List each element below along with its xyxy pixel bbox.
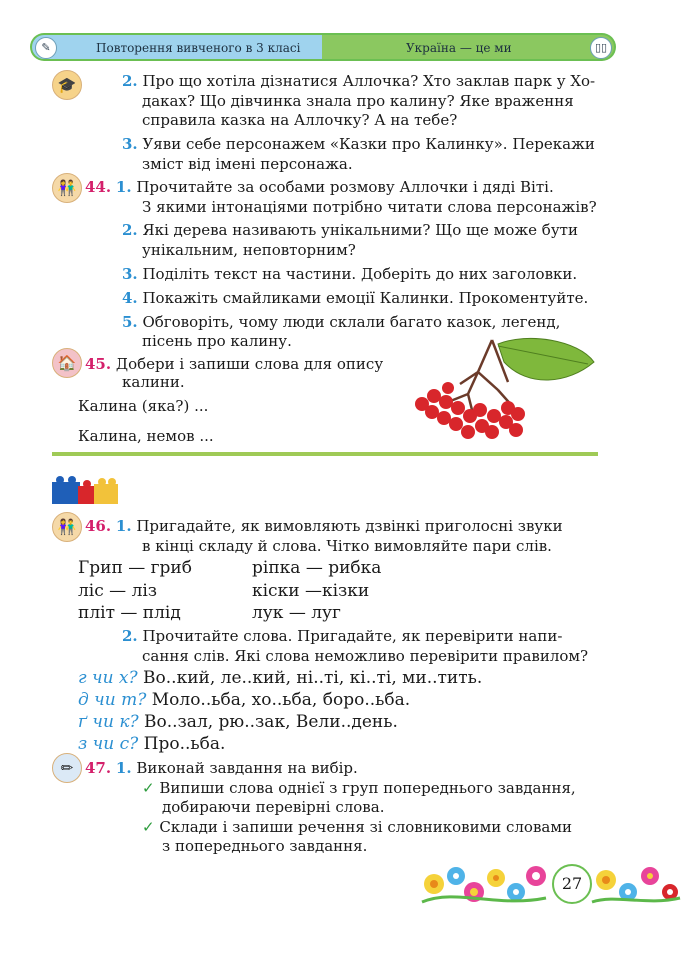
checklist-item: ✓ Склади і запиши речення зі словниковими словами: [142, 818, 573, 836]
text-line: добираючи перевірні слова.: [162, 798, 385, 816]
text-line: Калина, немов ...: [78, 427, 214, 445]
text-line: в кінці складу й слова. Чітко вимовляйте пари слів.: [142, 537, 552, 555]
exercise-46-line: 46. 1. Пригадайте, як вимовляють дзвінкі приголосні звуки: [85, 517, 563, 535]
house-icon: 🏠: [52, 348, 82, 378]
text-line: даках? Що дівчинка знала про калину? Яке враження: [142, 92, 574, 110]
viburnum-berries-illustration: [408, 332, 598, 444]
header-right-title: Україна — це ми: [406, 41, 512, 55]
header-left-title: Повторення вивченого в 3 класі: [96, 41, 301, 55]
text-line: справила казка на Аллочку? А на тебе?: [142, 111, 458, 129]
exercise-47-line: 47. 1. Виконай завдання на вибір.: [85, 759, 358, 777]
header-right-band: [322, 33, 616, 61]
text-line: зміст від імені персонажа.: [142, 155, 353, 173]
children-pair-icon: 👫: [52, 173, 82, 203]
text-line: пісень про калину.: [142, 332, 292, 350]
text-line: 3. Поділіть текст на частини. Доберіть до них заголовки.: [122, 265, 578, 283]
word-pair: пліт — плід: [78, 603, 181, 623]
word-pair: Грип — гриб: [78, 558, 192, 578]
check-icon: ✓: [142, 779, 155, 797]
word-pair: кіски —кізки: [252, 581, 370, 601]
text-line: з попереднього завдання.: [162, 837, 368, 855]
text-line: 2. Про що хотіла дізнатися Аллочка? Хто заклав парк у Хо-: [122, 72, 596, 90]
page-header: [30, 33, 616, 61]
text-line: 3. Уяви себе персонажем «Казки про Калинку». Перекажи: [122, 135, 595, 153]
exercise-45-line: 45. Добери і запиши слова для опису: [85, 355, 384, 373]
pen-icon: ✎: [35, 37, 57, 59]
letter-choice-row: г чи х? Во..кий, ле..кий, ні..ті, кі..ті, ми..тить.: [78, 668, 483, 688]
text-line: 5. Обговоріть, чому люди склали багато казок, легенд,: [122, 313, 561, 331]
word-pair: ріпка — рибка: [252, 558, 382, 578]
letter-choice-row: з чи с? Про..ьба.: [78, 734, 226, 754]
exercise-44-line: 44. 1. Прочитайте за особами розмову Аллочки і дяді Віті.: [85, 178, 554, 196]
letter-choice-row: д чи т? Моло..ьба, хо..ьба, боро..ьба.: [78, 690, 411, 710]
text-line: унікальним, неповторним?: [142, 241, 356, 259]
book-icon: ▯▯: [590, 37, 612, 59]
text-line: сання слів. Які слова неможливо перевірити правилом?: [142, 647, 589, 665]
word-pair: ліс — ліз: [78, 581, 158, 601]
children-pair-icon: 👫: [52, 512, 82, 542]
letter-choice-row: ґ чи к? Во..зал, рю..зак, Вели..день.: [78, 712, 398, 732]
text-line: З якими інтонаціями потрібно читати слова персонажів?: [142, 198, 597, 216]
section-divider: [52, 452, 598, 456]
text-line: калини.: [122, 373, 185, 391]
word-pair: лук — луг: [252, 603, 341, 623]
page-number: 27: [552, 864, 592, 904]
text-line: 2. Які дерева називають унікальними? Що ще може бути: [122, 221, 578, 239]
header-left-band: [30, 33, 322, 61]
flower-border-decoration: [416, 858, 682, 910]
lego-bricks-icon: [50, 472, 120, 506]
graduation-cap-icon: 🎓: [52, 70, 82, 100]
text-line: 4. Покажіть смайликами емоції Калинки. Прокоментуйте.: [122, 289, 589, 307]
text-line: Калина (яка?) ...: [78, 397, 209, 415]
pencil-write-icon: ✏: [52, 753, 82, 783]
checklist-item: ✓ Випиши слова однієї з груп попереднього завдання,: [142, 779, 576, 797]
check-icon: ✓: [142, 818, 155, 836]
text-line: 2. Прочитайте слова. Пригадайте, як перевірити напи-: [122, 627, 563, 645]
